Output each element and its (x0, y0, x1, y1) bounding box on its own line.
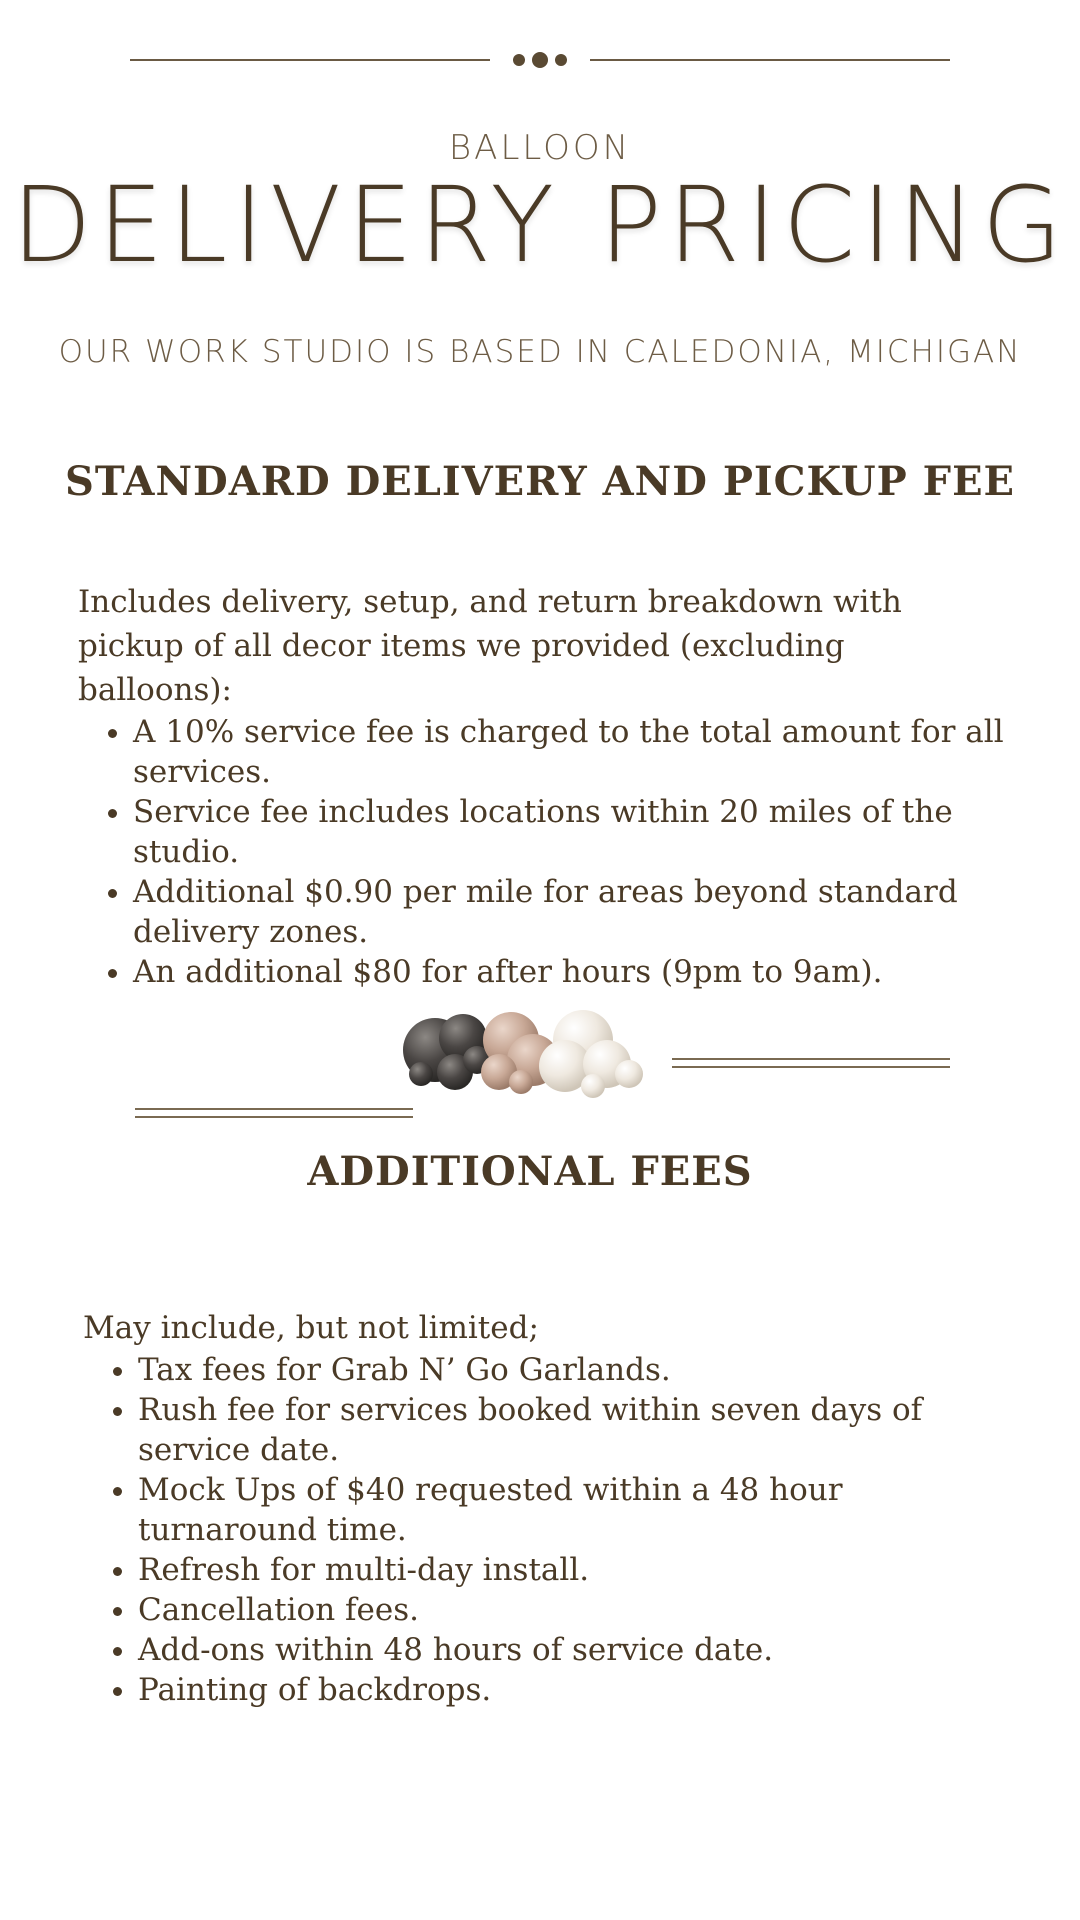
ornament-line-right (590, 59, 950, 61)
page-kicker: BALLOON (448, 128, 632, 168)
additional-fees-section (83, 1306, 1013, 1710)
list-item: • Refresh for multi-day install. (138, 1550, 1013, 1590)
top-ornament-divider (130, 50, 950, 70)
list-item: • An additional $80 for after hours (9pm to 9am). (133, 952, 1008, 992)
list-item: • Cancellation fees. (138, 1590, 1013, 1630)
standard-fee-heading: STANDARD DELIVERY AND PICKUP FEE (64, 458, 1016, 505)
list-item: • Painting of backdrops. (138, 1670, 1013, 1710)
ornament-dot (555, 54, 567, 66)
ornament-dot (513, 54, 525, 66)
standard-fee-list (78, 712, 1008, 992)
double-rule-right (672, 1058, 950, 1068)
ornament-line-left (130, 59, 490, 61)
list-item: • A 10% service fee is charged to the total amount for all services. (133, 712, 1008, 792)
standard-fee-intro: Includes delivery, setup, and return breakdown with pickup of all decor items we provided (excluding balloons): (78, 584, 902, 708)
list-item: • Rush fee for services booked within seven days of service date. (138, 1390, 1013, 1470)
additional-fees-intro: May include, but not limited; (83, 1310, 539, 1346)
double-rule-left (135, 1108, 413, 1118)
list-item: • Mock Ups of $40 requested within a 48 hour turnaround time. (138, 1470, 1013, 1550)
page-subtitle: OUR WORK STUDIO IS BASED IN CALEDONIA, MICHIGAN (58, 334, 1022, 370)
additional-fees-list (83, 1350, 1013, 1710)
standard-fee-section (78, 580, 1008, 992)
ornament-dot (532, 52, 548, 68)
balloon-garland-divider (0, 1000, 1080, 1120)
balloon-cluster-icon (393, 1000, 663, 1100)
additional-fees-heading: ADDITIONAL FEES (307, 1148, 753, 1195)
page-title: DELIVERY PRICING (11, 164, 1069, 286)
list-item: • Service fee includes locations within 20 miles of the studio. (133, 792, 1008, 872)
list-item: • Tax fees for Grab N’ Go Garlands. (138, 1350, 1013, 1390)
list-item: • Additional $0.90 per mile for areas beyond standard delivery zones. (133, 872, 1008, 952)
list-item: • Add-ons within 48 hours of service date. (138, 1630, 1013, 1670)
